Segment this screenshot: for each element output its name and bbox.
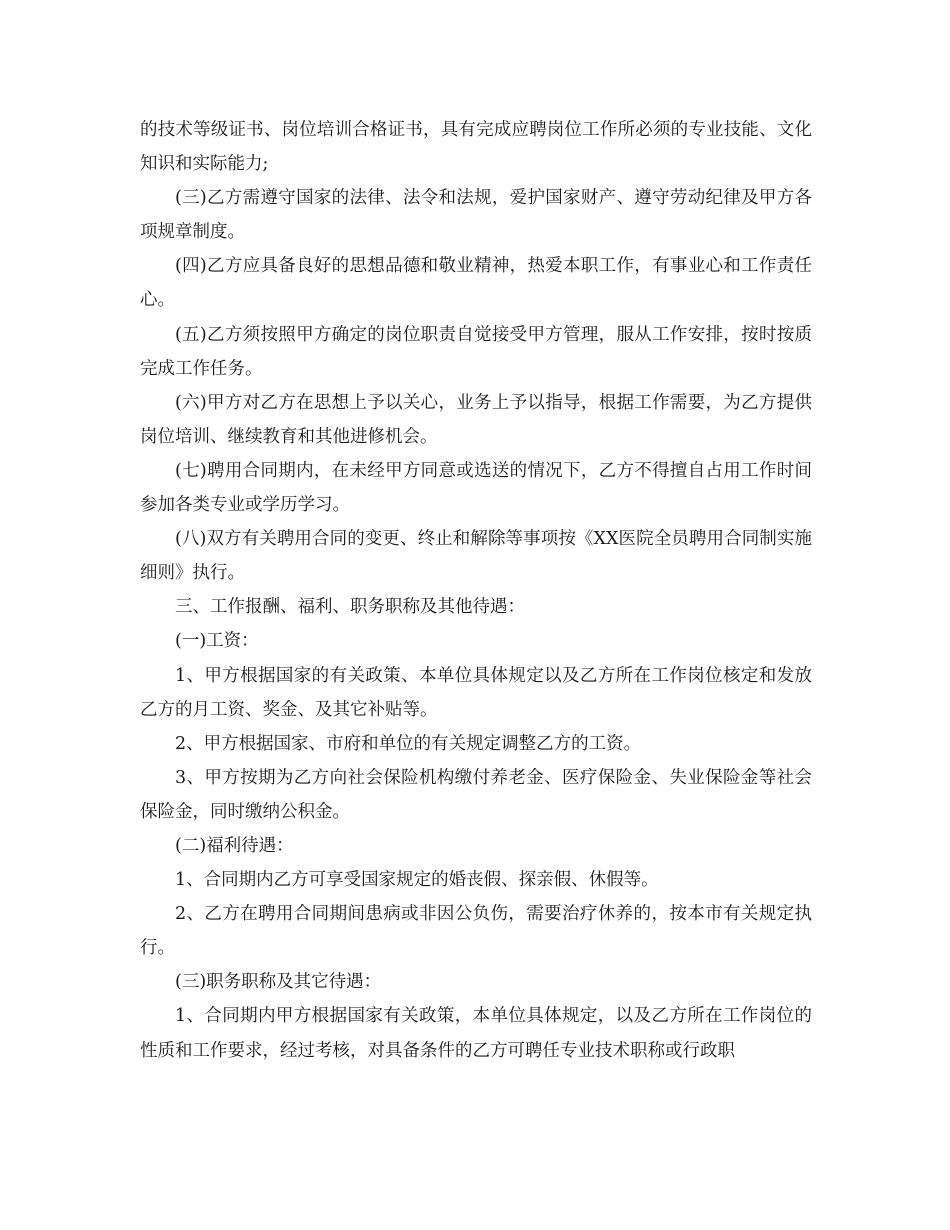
paragraph-11: 2、甲方根据国家、市府和单位的有关规定调整乙方的工资。 <box>175 733 642 754</box>
paragraph-3: (四)乙方应具备良好的思想品德和敬业精神，热爱本职工作，有事业心和工作责任心。 <box>140 256 812 311</box>
section-heading: 三、工作报酬、福利、职务职称及其他待遇： <box>175 597 525 618</box>
document-body <box>140 113 812 1068</box>
paragraph-12: 3、甲方按期为乙方向社会保险机构缴付养老金、医疗保险金、失业保险金等社会保险金，同时缴纳公积金。 <box>140 767 812 822</box>
paragraph-15: 2、乙方在聘用合同期间患病或非因公负伤，需要治疗休养的，按本市有关规定执行。 <box>140 904 812 959</box>
subsection-heading-welfare: (二)福利待遇： <box>175 835 294 856</box>
paragraph-14: 1、合同期内乙方可享受国家规定的婚丧假、探亲假、休假等。 <box>175 870 659 891</box>
subsection-heading-title: (三)职务职称及其它待遇： <box>175 972 382 993</box>
paragraph-10: 1、甲方根据国家的有关政策、本单位具体规定以及乙方所在工作岗位核定和发放乙方的月工资、奖金、及其它补贴等。 <box>140 665 812 720</box>
paragraph-17: 1、合同期内甲方根据国家有关政策，本单位具体规定，以及乙方所在工作岗位的性质和工作要求，经过考核，对具备条件的乙方可聘任专业技术职称或行政职 <box>140 1006 812 1061</box>
paragraph-1: 的技术等级证书、岗位培训合格证书，具有完成应聘岗位工作所必须的专业技能、文化知识和实际能力; <box>140 120 812 175</box>
paragraph-4: (五)乙方须按照甲方确定的岗位职责自觉接受甲方管理，服从工作安排，按时按质完成工作任务。 <box>140 324 812 379</box>
paragraph-7: (八)双方有关聘用合同的变更、终止和解除等事项按《XX医院全员聘用合同制实施细则》执行。 <box>140 529 812 584</box>
paragraph-6: (七)聘用合同期内，在未经甲方同意或选送的情况下，乙方不得擅自占用工作时间参加各类专业或学历学习。 <box>140 460 812 516</box>
subsection-heading-salary: (一)工资： <box>175 631 259 652</box>
paragraph-5: (六)甲方对乙方在思想上予以关心，业务上予以指导，根据工作需要，为乙方提供岗位培训、继续教育和其他进修机会。 <box>140 392 812 447</box>
paragraph-2: (三)乙方需遵守国家的法律、法令和法规，爱护国家财产、遵守劳动纪律及甲方各项规章制度。 <box>140 188 812 243</box>
